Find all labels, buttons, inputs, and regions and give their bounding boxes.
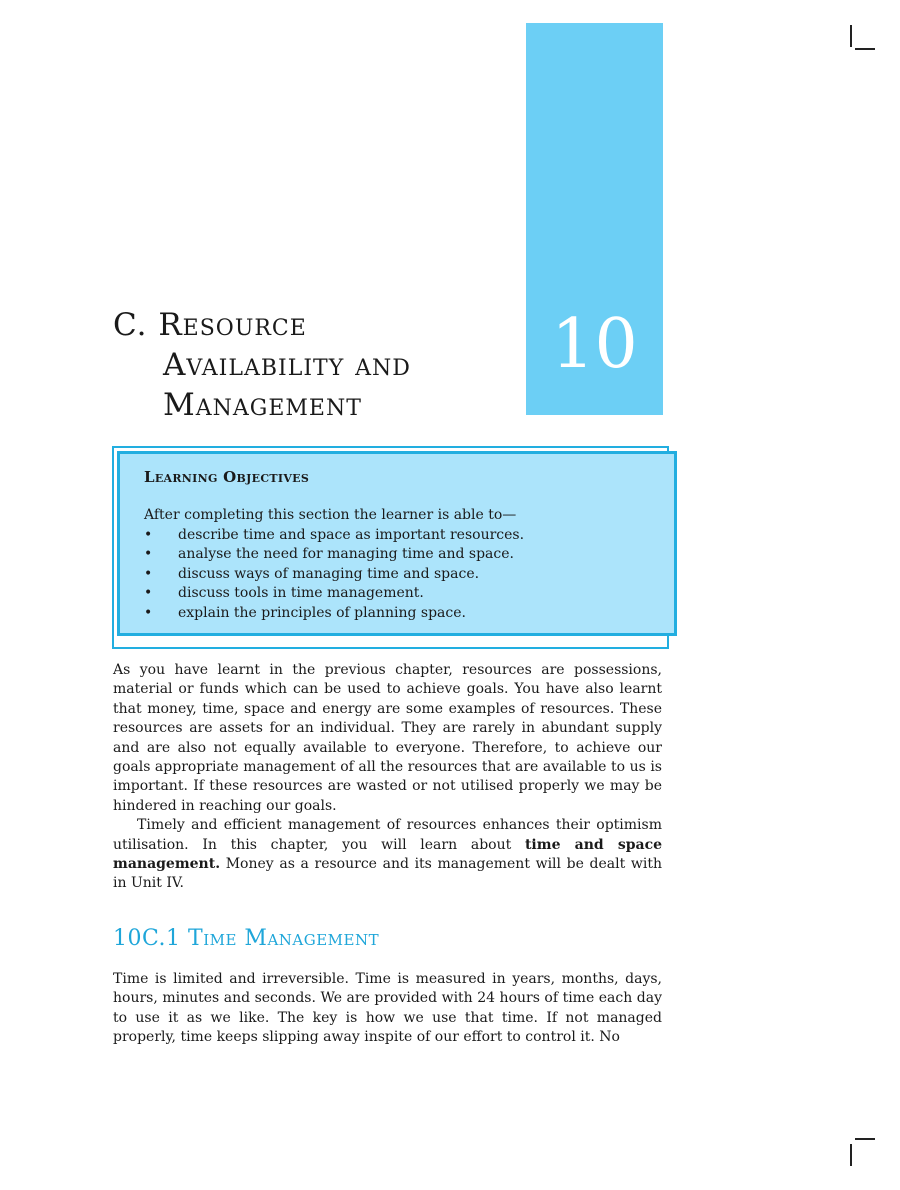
crop-mark-top-vertical	[850, 25, 852, 47]
crop-mark-bottom-horizontal	[855, 1138, 875, 1140]
intro-paragraph-1: As you have learnt in the previous chapter, resources are possessions, material or funds which can be used to achieve goals. You have also learnt that money, time, space and energy are some examples of resources. These resources are assets for an individual. They are rarely in abundant supply and are also not equally available to everyone. Therefore, to achieve our goals appropriate management of all the resources that are available to us is important. If these resources are wasted or not utilised properly we may be hindered in reaching our goals.	[113, 662, 662, 814]
objective-item: • analyse the need for managing time and space.	[144, 545, 659, 565]
bullet-icon: •	[144, 526, 153, 543]
chapter-title-line-1: C. Resource	[113, 307, 307, 343]
intro-text	[113, 661, 662, 894]
objective-item: • discuss tools in time management.	[144, 584, 659, 604]
crop-mark-bottom-vertical	[850, 1144, 852, 1166]
bullet-icon: •	[144, 565, 153, 582]
chapter-tab	[526, 23, 663, 415]
intro-paragraph-2: Timely and efficient management of resources enhances their optimism utilisation. In this chapter, you will learn about time and space management. Money as a resource and its management will be dealt with in Unit IV.	[113, 817, 662, 892]
chapter-title	[113, 305, 513, 425]
section-text	[113, 970, 662, 1048]
objective-item: • describe time and space as important resources.	[144, 526, 659, 546]
chapter-title-line-3: Management	[163, 387, 362, 423]
learning-objectives-intro: After completing this section the learner is able to—	[144, 507, 517, 523]
learning-objectives-heading: Learning Objectives	[144, 468, 310, 486]
chapter-number: 10	[551, 305, 638, 384]
learning-objectives-box	[112, 446, 669, 649]
bullet-icon: •	[144, 585, 153, 601]
learning-objectives-panel	[117, 451, 677, 636]
objective-item: • discuss ways of managing time and space.	[144, 565, 659, 585]
bullet-icon: •	[144, 546, 153, 562]
objective-item: • explain the principles of planning space.	[144, 604, 659, 624]
emphasis-text: time and space management.	[113, 836, 662, 873]
section-paragraph: Time is limited and irreversible. Time is measured in years, months, days, hours, minutes and seconds. We are provided with 24 hours of time each day to use it as we like. The key is how we use that time. If not managed properly, time keeps slipping away inspite of our effort to control it. No	[113, 971, 662, 1046]
crop-mark-top-horizontal	[855, 48, 875, 50]
chapter-title-line-2: Availability and	[163, 347, 411, 383]
learning-objectives-list	[134, 526, 659, 624]
section-heading: 10C.1 Time Management	[113, 926, 380, 951]
bullet-icon: •	[144, 604, 153, 621]
